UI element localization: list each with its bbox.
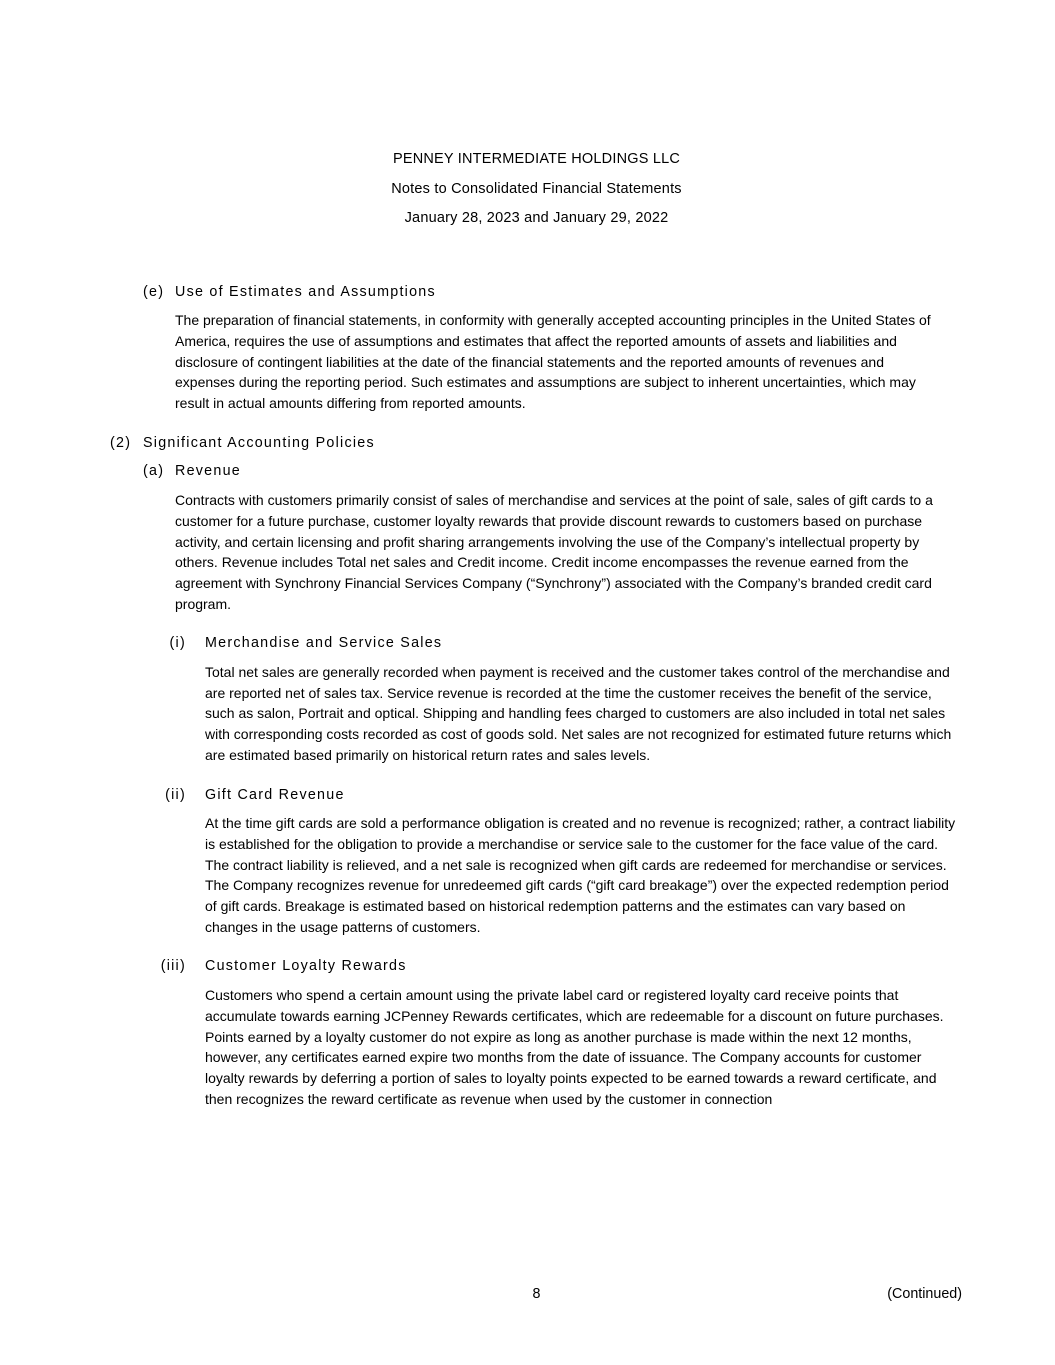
document-header (0, 0, 1055, 234)
section-heading (0, 433, 1055, 454)
paragraph: Total net sales are generally recorded when payment is received and the customer takes control of the merchandise and are reported net of sales tax. Service revenue is recorded at the time the customer receives the benefit of the service, such as salon, Portrait and optical. Shipping and handling fees charged to customers are also included in total net sales with corresponding costs recorded as cost of goods sold. Net sales are not recognized for estimated future returns which are estimated based primarily on historical return rates and sales levels. (205, 664, 952, 763)
section-heading (0, 785, 1055, 806)
section-label: (e) (143, 283, 165, 300)
section-label: (a) (143, 463, 165, 480)
section-significant-accounting-policies (0, 433, 1055, 454)
section-heading (0, 461, 1055, 482)
section-label: (2) (110, 434, 132, 451)
paragraph: The preparation of financial statements, in conformity with generally accepted accounting principles in the United States of America, requires the use of assumptions and estimates that affect the reported amounts of assets and liabilities and disclosure of contingent liabilities at the date of the financial statements and the reported amounts of revenues and expenses during the reporting period. Such estimates and assumptions are subject to inherent uncertainties, which may result in actual amounts differing from reported amounts. (175, 312, 931, 412)
paragraph: Customers who spend a certain amount using the private label card or registered loyalty card receive points that accumulate towards earning JCPenney Rewards certificates, which are redeemable for a discount on future purchases. Points earned by a loyalty customer do not expire as long as another purchase is made within the next 12 months, however, any certificates earned expire two months from the date of issuance. The Company accounts for customer loyalty rewards by deferring a portion of sales to loyalty points expected to be earned towards a reward certificate, and then recognizes the reward certificate as revenue when used by the customer in connection (205, 987, 944, 1107)
section-label: (ii) (165, 786, 186, 803)
section-title: Use of Estimates and Assumptions (175, 283, 436, 300)
section-label: (i) (169, 635, 186, 652)
section-gift-card-revenue (0, 785, 1055, 938)
section-heading (0, 633, 1055, 654)
section-revenue (0, 461, 1055, 614)
section-customer-loyalty-rewards (0, 956, 1055, 1109)
section-title: Gift Card Revenue (205, 786, 345, 803)
document-dates: January 28, 2023 and January 29, 2022 (404, 210, 669, 226)
paragraph: Contracts with customers primarily consist of sales of merchandise and services at the point of sale, sales of gift cards to a customer for a future purchase, customer loyalty rewards that provide discount rewards to customers based on purchase activity, and certain licensing and profit sharing arrangements involving the use of the Company’s intellectual property by others. Revenue includes Total net sales and Credit income. Credit income encompasses the revenue earned from the agreement with Synchrony Financial Services Company (“Synchrony”) associated with the Company’s branded credit card program. (175, 492, 933, 612)
section-heading (0, 956, 1055, 977)
section-title: Significant Accounting Policies (143, 434, 375, 451)
company-name: PENNEY INTERMEDIATE HOLDINGS LLC (392, 151, 681, 167)
document-body (0, 282, 1055, 1110)
document-title: Notes to Consolidated Financial Statements (391, 180, 682, 197)
section-title: Revenue (175, 463, 241, 480)
paragraph: At the time gift cards are sold a performance obligation is created and no revenue is recognized; rather, a contract liability is established for the obligation to provide a merchandise or service sale to the customer for the face value of the card. The contract liability is relieved, and a net sale is recognized when gift cards are redeemed for merchandise or services. The Company recognizes revenue for unredeemed gift cards (“gift card breakage”) over the expected redemption period of gift cards. Breakage is estimated based on historical redemption patterns and the estimates can vary based on changes in the usage patterns of customers. (205, 815, 956, 935)
continued-label: (Continued) (887, 1286, 962, 1302)
section-label: (iii) (160, 958, 186, 975)
section-use-of-estimates (0, 282, 1055, 414)
page-number: 8 (532, 1286, 541, 1302)
section-merchandise-and-service-sales (0, 633, 1055, 765)
section-title: Merchandise and Service Sales (205, 635, 443, 652)
section-heading (0, 282, 1055, 303)
section-title: Customer Loyalty Rewards (205, 958, 407, 975)
